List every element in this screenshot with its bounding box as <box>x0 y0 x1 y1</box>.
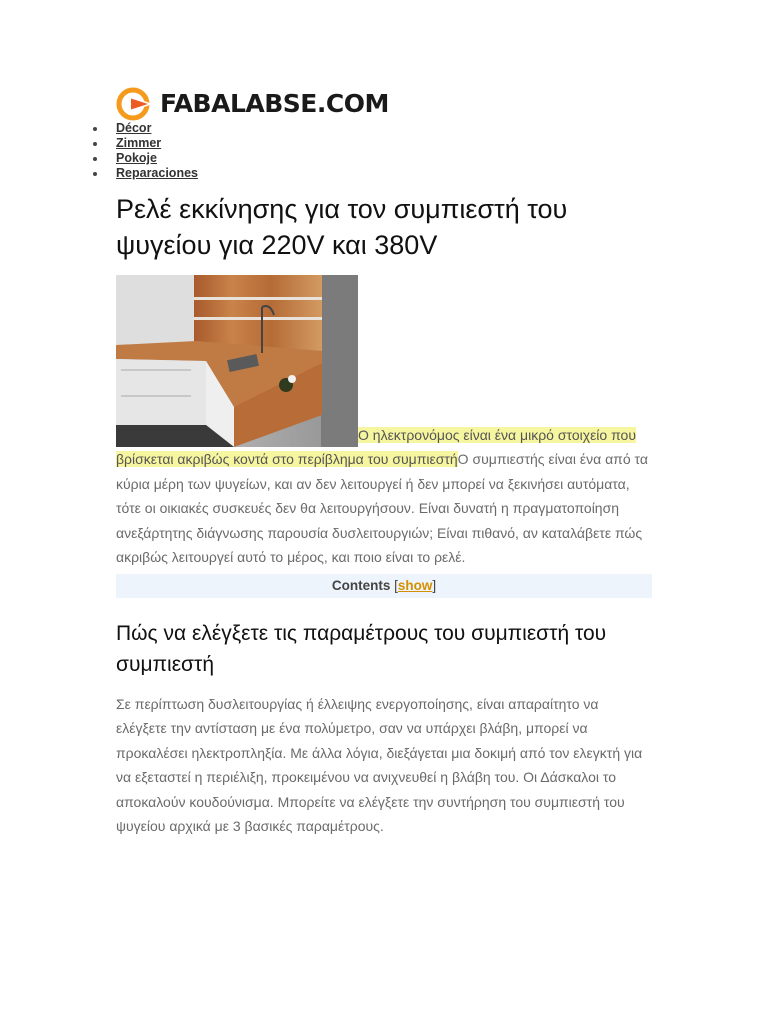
nav-link-reparaciones[interactable]: Reparaciones <box>116 166 198 180</box>
nav-item-zimmer <box>116 136 652 151</box>
nav-link-pokoje[interactable]: Pokoje <box>116 151 157 165</box>
highlighted-sentence: Ο ηλεκτρονόμος είναι ένα μικρό στοιχείο που βρίσκεται ακριβώς κοντά στο περίβλημα του συμπιεστή <box>116 426 636 467</box>
site-logo[interactable] <box>116 84 652 124</box>
nav-link-decor[interactable]: Décor <box>116 121 152 135</box>
kitchen-image <box>116 275 358 447</box>
logo-text: FABALABSE.COM <box>160 89 389 118</box>
section-paragraph: Σε περίπτωση δυσλειτουργίας ή έλλειψης ενεργοποίησης, είναι απαραίτητο να ελέγξετε την αντίσταση με ένα πολύμετρο, σαν να υπάρχει βλάβη, μπορεί να προκαλέσει ηλεκτροπληξία. Με άλλα λόγια, διεξάγεται μια δοκιμή από τον ελεγκτή για να εξεταστεί η περιέλιξη, προκειμένου να ανιχνευθεί η βλάβη του. Οι Δάσκαλοι το αποκαλούν κουδούνισμα. Μπορείτε να ελέγξετε την συντήρηση του συμπιεστή του ψυγείου αρχικά με 3 βασικές παραμέτρους. <box>116 695 643 834</box>
toc-bracket-open: [ <box>394 577 398 593</box>
article-container <box>116 84 652 839</box>
section-heading: Πώς να ελέγξετε τις παραμέτρους του συμπιεστή του συμπιεστή <box>116 621 607 676</box>
toc-show-toggle[interactable]: show <box>397 577 433 593</box>
article-title: Ρελέ εκκίνησης για τον συμπιεστή του ψυγείου για 220V και 380V <box>116 194 568 260</box>
nav-item-decor <box>116 121 652 136</box>
main-nav <box>116 121 652 181</box>
table-of-contents <box>116 574 652 598</box>
nav-item-reparaciones <box>116 166 652 181</box>
nav-item-pokoje <box>116 151 652 166</box>
toc-bracket-close: ] <box>432 577 437 593</box>
toc-label: Contents <box>331 577 391 593</box>
intro-paragraph <box>116 275 652 570</box>
intro-text: Ο συμπιεστής είναι ένα από τα κύρια μέρη των ψυγείων, και αν δεν λειτουργεί ή δεν μπορεί να ξεκινήσει αυτόματα, τότε οι οικιακές συσκευές δεν θα λειτουργήσουν. Είναι δυνατή η πραγματοποίηση ανεξάρτητης διάγνωσης παρουσία δυσλειτουργιών; Είναι πιθανό, αν καταλάβετε πώς ακριβώς λειτουργεί αυτό το μέρος, και ποιο είναι το ρελέ. <box>116 451 648 565</box>
logo-play-icon <box>116 84 158 124</box>
nav-link-zimmer[interactable]: Zimmer <box>116 136 162 150</box>
